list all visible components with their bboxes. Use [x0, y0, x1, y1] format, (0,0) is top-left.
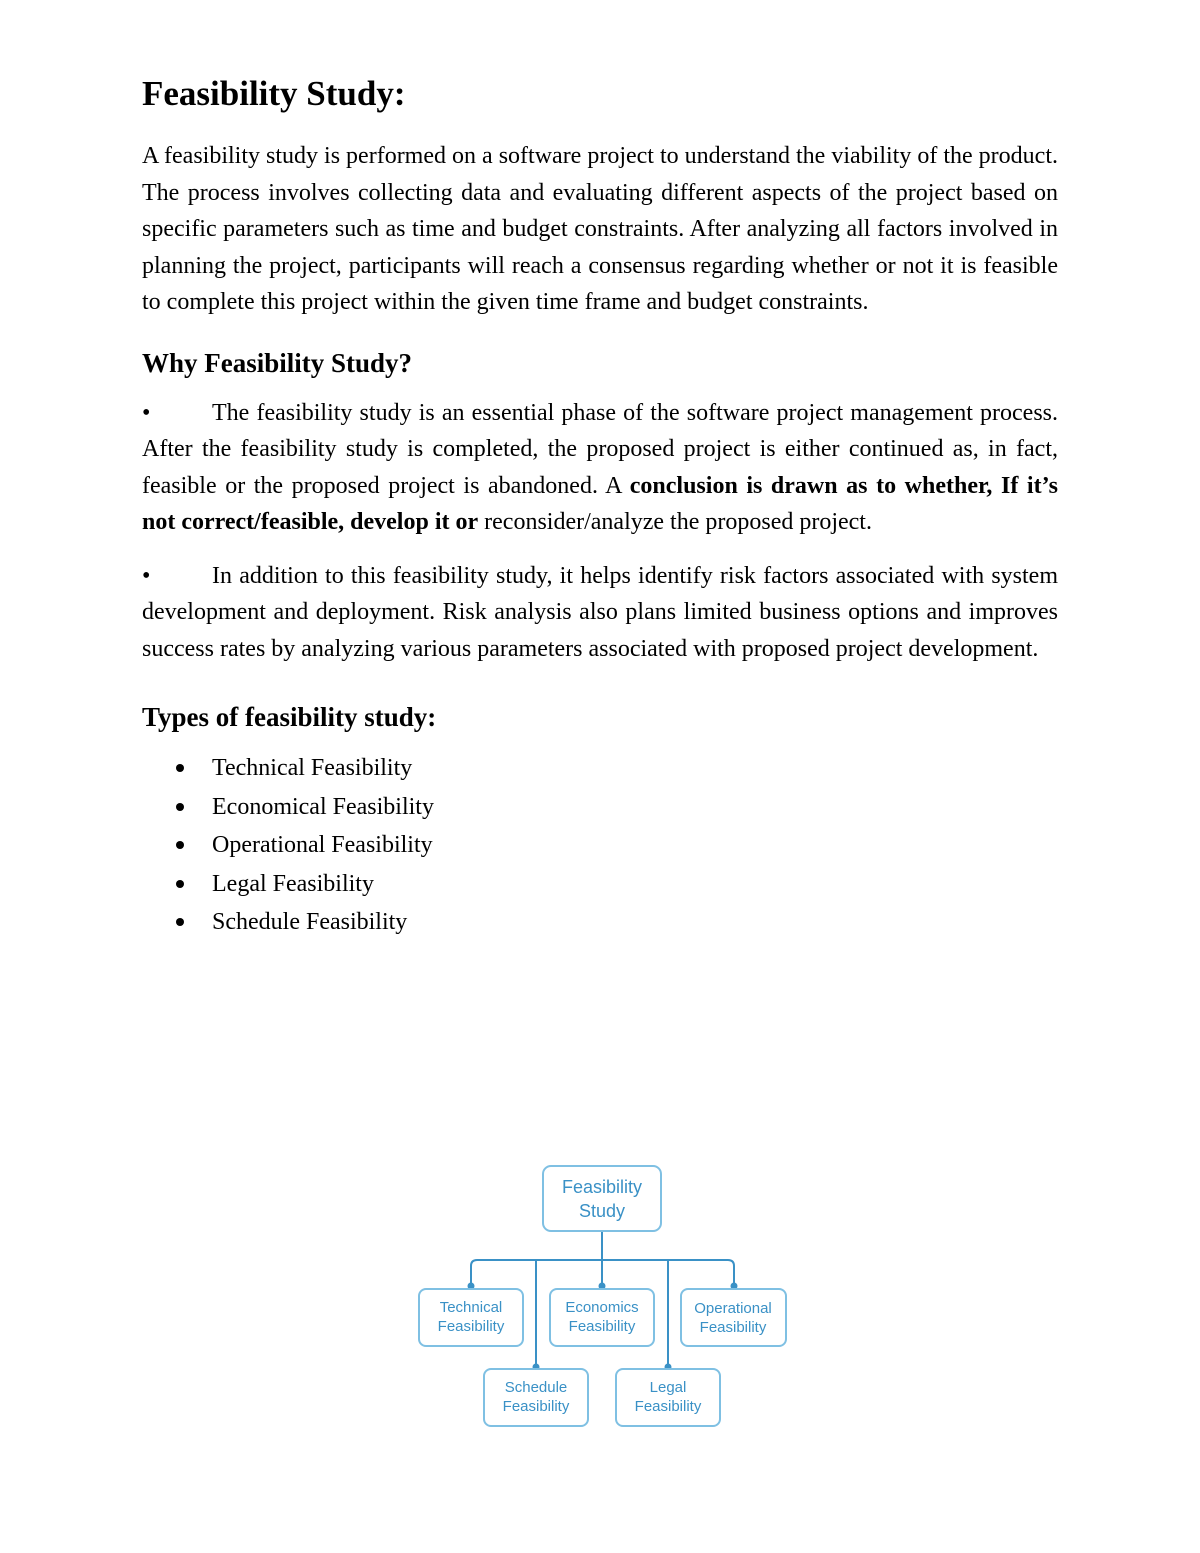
- page-title: Feasibility Study:: [142, 74, 406, 113]
- node-operational: [681, 1289, 786, 1346]
- bullet-dot-icon: [176, 918, 184, 926]
- node-legal-line2: Feasibility: [634, 1398, 702, 1415]
- why-bullet-1-tail-text: reconsider/analyze the proposed project.: [478, 509, 872, 535]
- node-legal-line1: Legal: [649, 1379, 687, 1396]
- types-heading: Types of feasibility study:: [142, 702, 437, 732]
- list-item-label: Operational Feasibility: [212, 832, 433, 858]
- node-operational-line2: Feasibility: [699, 1319, 767, 1336]
- feasibility-types-diagram: [410, 1160, 800, 1436]
- node-schedule-line1: Schedule: [504, 1379, 568, 1396]
- root-node: [543, 1166, 661, 1231]
- node-schedule: [484, 1369, 588, 1426]
- list-item: [142, 788, 1058, 827]
- node-technical: [419, 1289, 523, 1346]
- why-bullet-1-text: The feasibility study is an essential phase of the software project management process. After the feasibility study is completed, the proposed project is either continued as, in fact, feasible or the proposed project is abandoned. A: [142, 399, 1058, 499]
- bullet-dot-icon: [176, 880, 184, 888]
- why-bullet-1-bold-text: conclusion is drawn as to whether, If it’s not correct/feasible, develop it or: [142, 472, 1059, 535]
- node-economics: [550, 1289, 654, 1346]
- root-node-line1: Feasibility: [561, 1177, 643, 1197]
- types-list: [142, 749, 1058, 942]
- list-item: [142, 865, 1058, 904]
- list-item: [142, 903, 1058, 942]
- bullet-dot-icon: [176, 803, 184, 811]
- node-operational-box: [681, 1289, 786, 1346]
- diagram-svg: [410, 1160, 800, 1436]
- list-item-label: Technical Feasibility: [212, 755, 413, 781]
- node-economics-line1: Economics: [565, 1299, 639, 1316]
- list-item-label: Economical Feasibility: [212, 793, 434, 820]
- why-heading: Why Feasibility Study?: [142, 347, 413, 378]
- bullet-dot-icon: [176, 764, 184, 772]
- root-node-line2: Study: [578, 1201, 626, 1221]
- bullet-symbol: •: [142, 399, 151, 426]
- list-item: [142, 749, 1058, 788]
- node-economics-line2: Feasibility: [568, 1318, 636, 1335]
- bullet-dot-icon: [176, 841, 184, 849]
- why-bullet-2-text: In addition to this feasibility study, it helps identify risk factors associated with system development and deployment. Risk analysis also plans limited business options and improves success rates by analyzing various parameters associated with proposed project development.: [142, 562, 1058, 662]
- node-schedule-line2: Feasibility: [502, 1398, 570, 1415]
- list-item-label: Legal Feasibility: [212, 870, 374, 897]
- intro-paragraph: A feasibility study is performed on a software project to understand the viability of the product. The process involves collecting data and evaluating different aspects of the project based on specific parameters such as time and budget constraints. After analyzing all factors involved in planning the project, participants will reach a consensus regarding whether or not it is feasible to complete this project within the given time frame and budget constraints.: [142, 143, 1058, 315]
- root-node-box: [543, 1166, 661, 1231]
- node-technical-line2: Feasibility: [437, 1318, 505, 1335]
- node-legal: [616, 1369, 720, 1426]
- bullet-symbol: •: [142, 562, 151, 589]
- list-item: [142, 826, 1058, 865]
- why-bullet-2: [142, 558, 1058, 668]
- why-bullet-1: [142, 395, 1058, 541]
- list-item-label: Schedule Feasibility: [212, 909, 408, 935]
- document-page: [142, 70, 1058, 942]
- node-operational-line1: Operational: [694, 1300, 772, 1317]
- node-technical-line1: Technical: [439, 1299, 503, 1316]
